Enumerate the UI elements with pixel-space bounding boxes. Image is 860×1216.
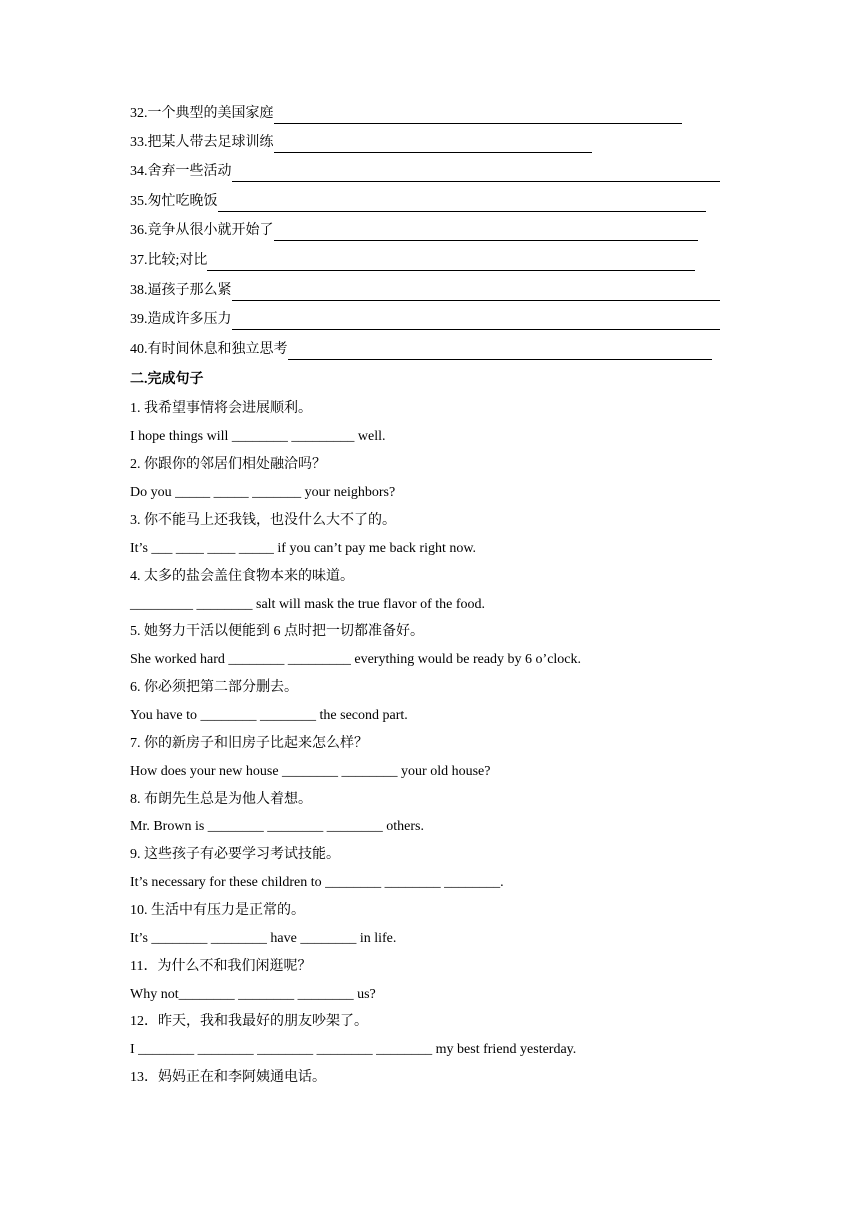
sentence-cn: 10. 生活中有压力是正常的。 bbox=[130, 903, 305, 918]
phrase-item-39 bbox=[130, 310, 720, 330]
answer-blank[interactable] bbox=[274, 227, 698, 241]
phrase-text: 35.匆忙吃晚饭 bbox=[130, 194, 218, 209]
phrase-text: 33.把某人带去足球训练 bbox=[130, 135, 274, 150]
phrase-text: 32.一个典型的美国家庭 bbox=[130, 106, 274, 121]
sentence-en: I ________ ________ ________ ________ ________ my best friend yesterday. bbox=[130, 1042, 577, 1057]
phrase-item-38 bbox=[130, 281, 720, 301]
sentence-en: It’s ___ ____ ____ _____ if you can’t pay me back right now. bbox=[130, 541, 477, 556]
sentence-en: Why not________ ________ ________ us? bbox=[130, 987, 376, 1002]
answer-blank[interactable] bbox=[232, 316, 720, 330]
answer-blank[interactable] bbox=[288, 346, 712, 360]
sentence-cn: 12．昨天，我和我最好的朋友吵架了。 bbox=[130, 1014, 368, 1029]
sentence-en: She worked hard ________ _________ everything would be ready by 6 o’clock. bbox=[130, 652, 582, 667]
phrase-item-32 bbox=[130, 104, 682, 124]
phrase-text: 38.逼孩子那么紧 bbox=[130, 283, 232, 298]
answer-blank[interactable] bbox=[218, 198, 706, 212]
phrase-text: 34.舍弃一些活动 bbox=[130, 164, 232, 179]
sentence-cn: 4. 太多的盐会盖住食物本来的味道。 bbox=[130, 569, 354, 584]
sentence-cn: 5. 她努力干活以便能到 6 点时把一切都准备好。 bbox=[130, 624, 424, 639]
sentence-cn: 13．妈妈正在和李阿姨通电话。 bbox=[130, 1070, 326, 1085]
answer-blank[interactable] bbox=[274, 110, 682, 124]
sentence-cn: 9. 这些孩子有必要学习考试技能。 bbox=[130, 847, 340, 862]
section-title: 二.完成句子 bbox=[130, 372, 204, 387]
sentence-cn: 1. 我希望事情将会进展顺利。 bbox=[130, 401, 312, 416]
sentence-en: It’s ________ ________ have ________ in life. bbox=[130, 931, 397, 946]
sentence-cn: 2. 你跟你的邻居们相处融洽吗？ bbox=[130, 457, 326, 472]
answer-blank[interactable] bbox=[232, 168, 720, 182]
sentence-cn: 3. 你不能马上还我钱，也没什么大不了的。 bbox=[130, 513, 396, 528]
sentence-en: It’s necessary for these children to ________ ________ ________. bbox=[130, 875, 504, 890]
phrase-item-36 bbox=[130, 221, 698, 241]
answer-blank[interactable] bbox=[274, 139, 592, 153]
phrase-item-35 bbox=[130, 192, 706, 212]
phrase-item-37 bbox=[130, 251, 695, 271]
phrase-text: 37.比较;对比 bbox=[130, 253, 208, 268]
phrase-text: 40.有时间休息和独立思考 bbox=[130, 342, 288, 357]
sentence-cn: 7. 你的新房子和旧房子比起来怎么样？ bbox=[130, 736, 368, 751]
sentence-en: I hope things will ________ _________ well. bbox=[130, 429, 386, 444]
answer-blank[interactable] bbox=[232, 287, 720, 301]
sentence-en: How does your new house ________ ________ your old house? bbox=[130, 764, 491, 779]
phrase-text: 36.竞争从很小就开始了 bbox=[130, 223, 274, 238]
sentence-cn: 11．为什么不和我们闲逛呢？ bbox=[130, 959, 312, 974]
sentence-en: Mr. Brown is ________ ________ ________ others. bbox=[130, 819, 424, 834]
sentence-en: You have to ________ ________ the second part. bbox=[130, 708, 408, 723]
phrase-item-33 bbox=[130, 133, 592, 153]
sentence-en: _________ ________ salt will mask the true flavor of the food. bbox=[130, 597, 485, 612]
sentence-cn: 8. 布朗先生总是为他人着想。 bbox=[130, 792, 312, 807]
phrase-text: 39.造成许多压力 bbox=[130, 312, 232, 327]
phrase-item-40 bbox=[130, 340, 712, 360]
sentence-cn: 6. 你必须把第二部分删去。 bbox=[130, 680, 298, 695]
sentence-en: Do you _____ _____ _______ your neighbors? bbox=[130, 485, 396, 500]
phrase-item-34 bbox=[130, 162, 720, 182]
answer-blank[interactable] bbox=[207, 257, 695, 271]
